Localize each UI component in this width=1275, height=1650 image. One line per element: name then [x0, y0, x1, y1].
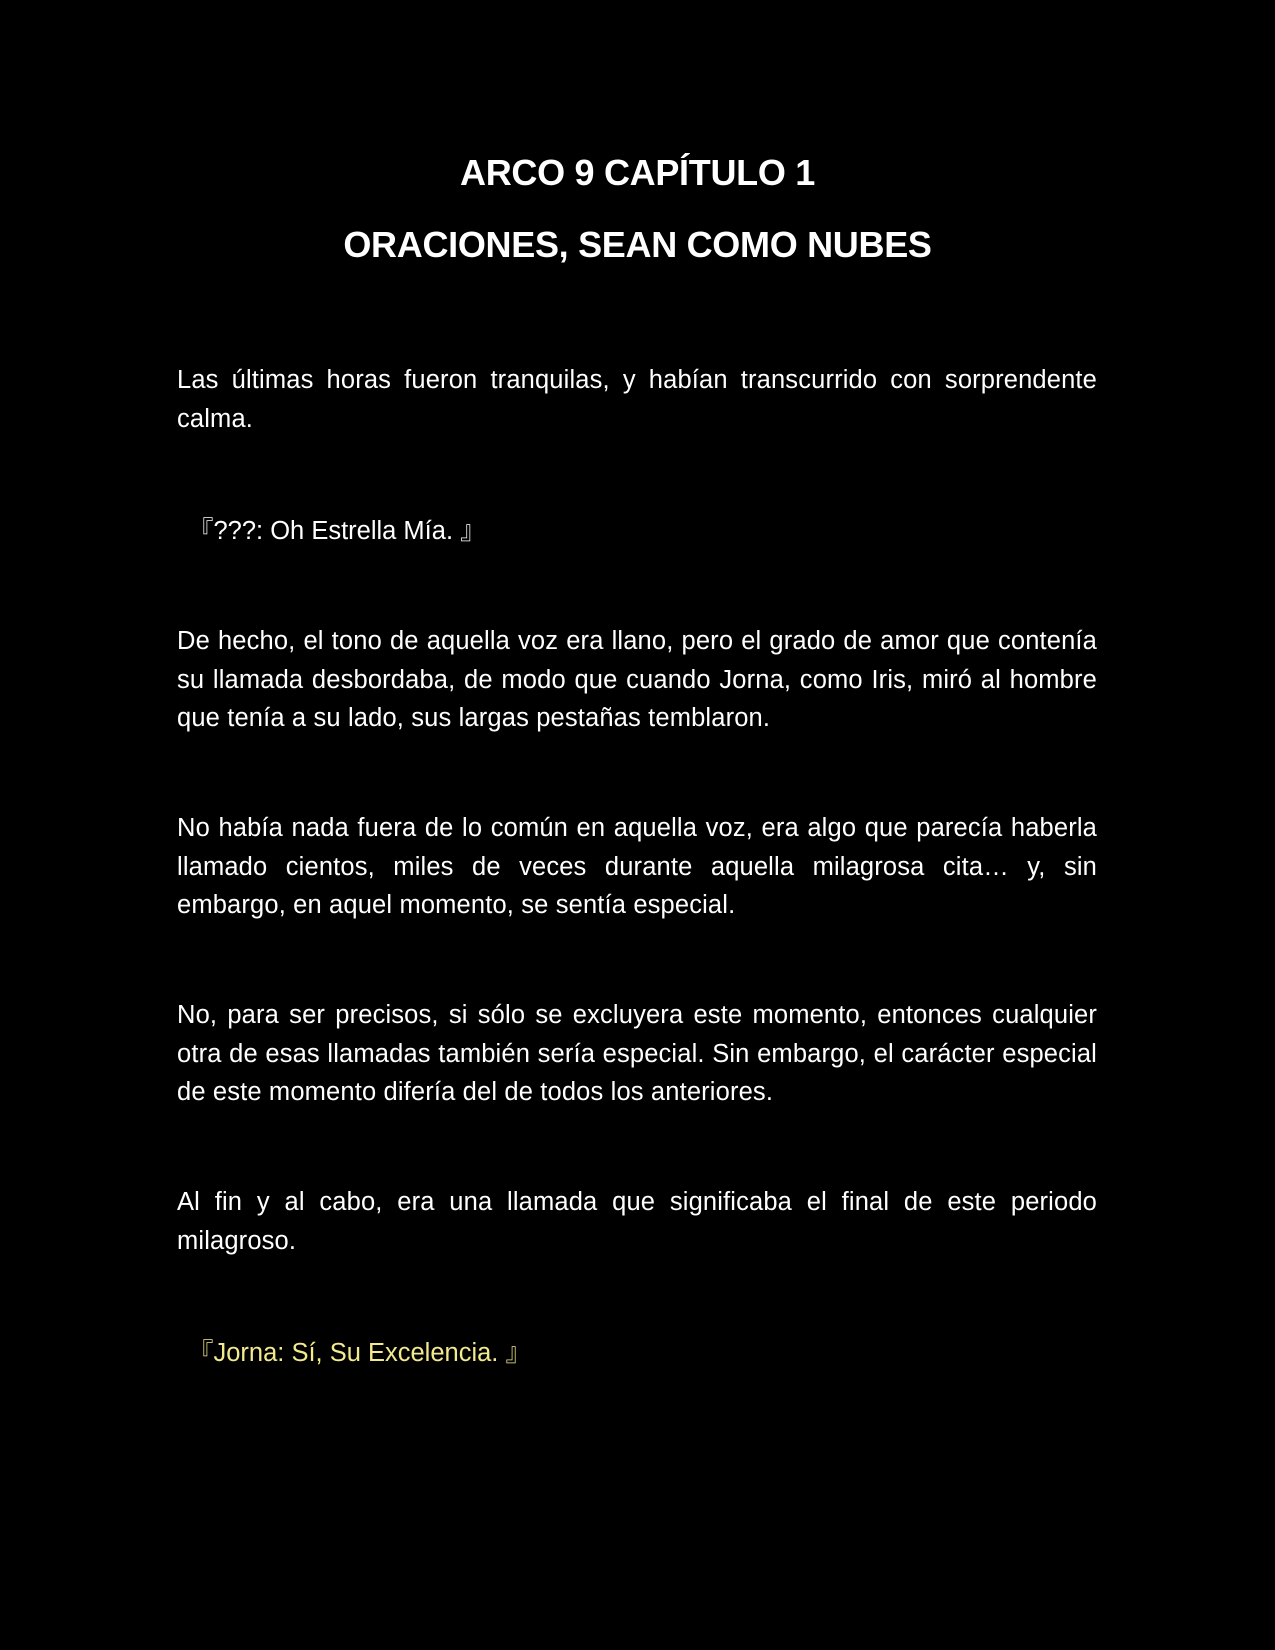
chapter-title: ARCO 9 CAPÍTULO 1	[460, 152, 815, 193]
paragraph-5: Al fin y al cabo, era una llamada que significaba el final de este periodo milagroso.	[177, 1188, 1097, 1255]
dialogue-line-1: 『???: Oh Estrella Mía. 』	[188, 517, 486, 545]
paragraph-2: De hecho, el tono de aquella voz era llano, pero el grado de amor que contenía su llamada desbordaba, de modo que cuando Jorna, como Iris, miró al hombre que tenía a su lado, sus largas pestañas temblaron.	[177, 627, 1097, 732]
dialogue-line-2: 『Jorna: Sí, Su Excelencia. 』	[188, 1339, 531, 1367]
paragraph-1: Las últimas horas fueron tranquilas, y habían transcurrido con sorprendente calma.	[177, 366, 1097, 433]
paragraph-3: No había nada fuera de lo común en aquella voz, era algo que parecía haberla llamado cientos, miles de veces durante aquella milagrosa cita… y, sin embargo, en aquel momento, se sentía especial.	[177, 814, 1097, 919]
chapter-subtitle: ORACIONES, SEAN COMO NUBES	[343, 224, 932, 265]
paragraph-4: No, para ser precisos, si sólo se excluyera este momento, entonces cualquier otra de esas llamadas también sería especial. Sin embargo, el carácter especial de este momento difería del de todos los anteriores.	[177, 1001, 1097, 1106]
